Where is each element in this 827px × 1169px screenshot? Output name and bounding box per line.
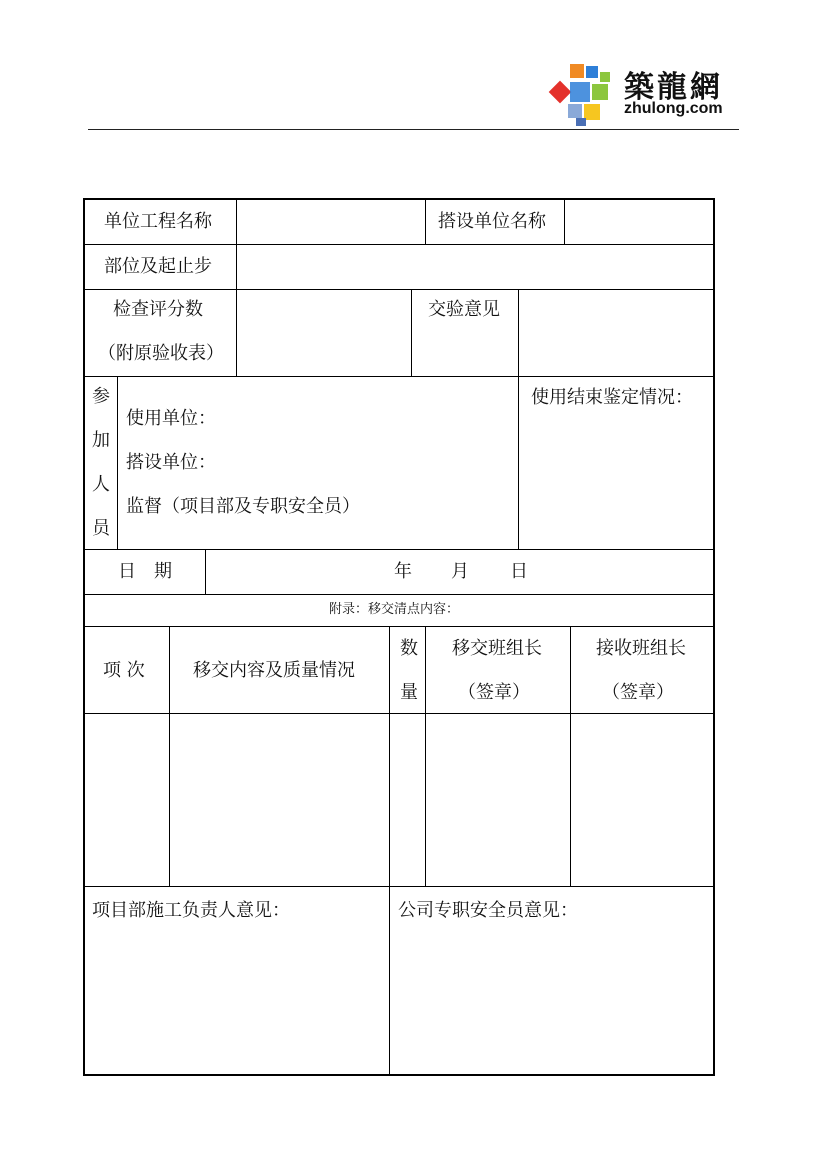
col-qty-header-1: 数 bbox=[400, 638, 418, 659]
receiver-leader-cell[interactable] bbox=[571, 714, 713, 886]
col-divider bbox=[411, 289, 412, 376]
participants-char: 员 bbox=[92, 518, 110, 539]
date-year: 年 bbox=[394, 561, 412, 582]
logo-domain: zhulong.com bbox=[624, 100, 723, 117]
item-cell[interactable] bbox=[85, 714, 169, 886]
header-rule bbox=[88, 129, 739, 130]
date-month: 月 bbox=[451, 561, 469, 582]
end-appraisal-label: 使用结束鉴定情况： bbox=[531, 387, 693, 408]
erector-unit-name-label: 搭设单位名称 bbox=[438, 211, 546, 232]
participants-char: 加 bbox=[92, 430, 110, 451]
safety-officer-opinion-field[interactable] bbox=[390, 930, 713, 1074]
project-manager-opinion-label: 项目部施工负责人意见： bbox=[92, 900, 290, 921]
participants-char: 参 bbox=[92, 386, 110, 407]
appendix-label: 附录：移交清点内容： bbox=[329, 602, 460, 617]
date-day: 日 bbox=[510, 561, 528, 582]
handover-opinion-label: 交验意见 bbox=[428, 299, 500, 320]
location-range-label: 部位及起止步 bbox=[104, 256, 212, 277]
erector-unit-name-field[interactable] bbox=[565, 200, 713, 244]
col-receiver-leader-header: 接收班组长 bbox=[596, 638, 686, 659]
unit-project-name-field[interactable] bbox=[237, 200, 425, 244]
score-label-line2: （附原验收表） bbox=[98, 343, 224, 364]
row-divider bbox=[85, 376, 713, 377]
user-unit-label: 使用单位： bbox=[126, 408, 216, 429]
score-field[interactable] bbox=[237, 290, 411, 376]
participants-char: 人 bbox=[92, 474, 110, 495]
col-qty-header-2: 量 bbox=[400, 682, 418, 703]
col-divider bbox=[425, 200, 426, 244]
col-item-header: 项 次 bbox=[103, 660, 145, 681]
row-divider bbox=[85, 626, 713, 627]
location-range-field[interactable] bbox=[237, 245, 713, 289]
qty-cell[interactable] bbox=[390, 714, 425, 886]
content-cell[interactable] bbox=[170, 714, 389, 886]
col-receiver-seal: （签章） bbox=[602, 682, 674, 703]
score-label-line1: 检查评分数 bbox=[113, 299, 203, 320]
date-label: 日 期 bbox=[118, 561, 172, 582]
handover-leader-cell[interactable] bbox=[426, 714, 570, 886]
safety-officer-opinion-label: 公司专职安全员意见： bbox=[398, 900, 578, 921]
project-manager-opinion-field[interactable] bbox=[85, 930, 389, 1074]
erector-unit-label: 搭设单位： bbox=[126, 452, 216, 473]
col-divider bbox=[117, 376, 118, 549]
zhulong-logo-icon bbox=[548, 58, 620, 128]
end-appraisal-field[interactable] bbox=[519, 410, 713, 549]
col-content-header: 移交内容及质量情况 bbox=[193, 660, 355, 681]
handover-form bbox=[83, 198, 715, 1076]
unit-project-name-label: 单位工程名称 bbox=[104, 211, 212, 232]
row-divider bbox=[85, 594, 713, 595]
zhulong-logo bbox=[548, 58, 736, 128]
row-divider bbox=[85, 886, 713, 887]
handover-opinion-field[interactable] bbox=[519, 290, 713, 376]
date-field[interactable] bbox=[206, 550, 713, 594]
col-handover-seal: （签章） bbox=[458, 682, 530, 703]
logo-chinese-name: 築龍網 bbox=[624, 70, 723, 105]
col-handover-leader-header: 移交班组长 bbox=[452, 638, 542, 659]
supervision-label: 监督（项目部及专职安全员） bbox=[126, 496, 360, 517]
